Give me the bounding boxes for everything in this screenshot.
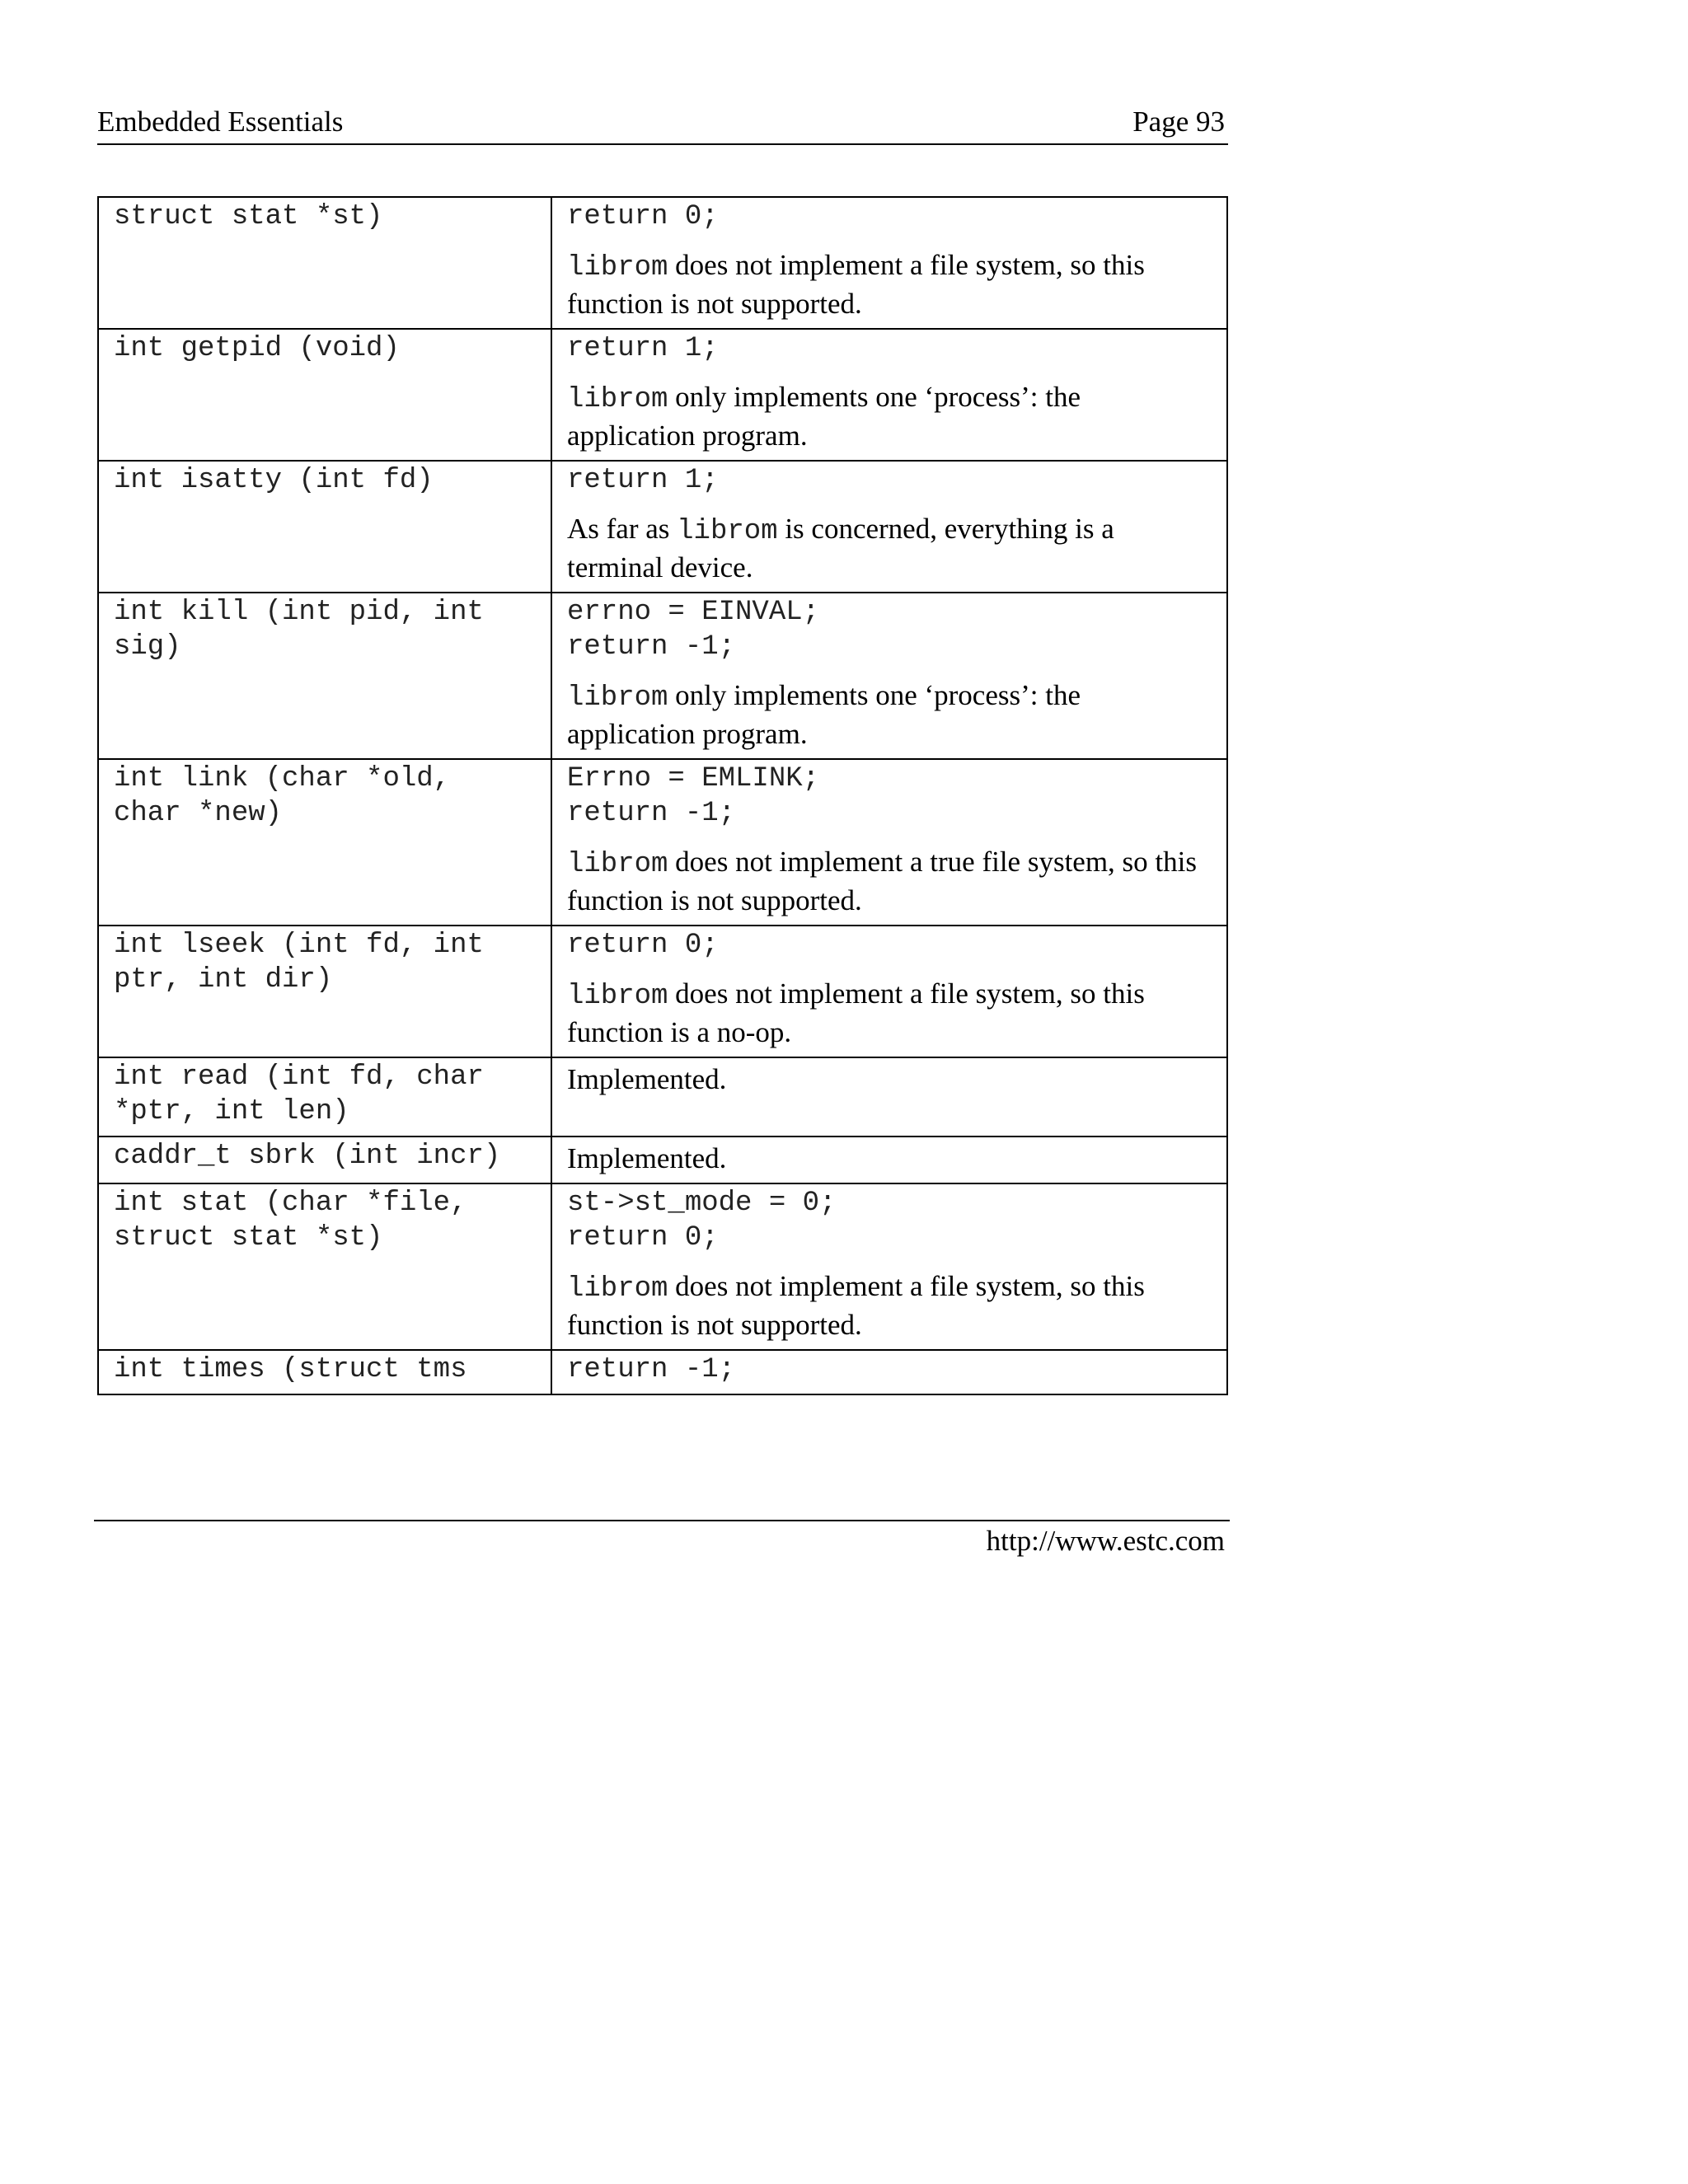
function-signature: int stat (char *file, struct stat *st): [114, 1188, 467, 1254]
stub-description: librom does not implement a file system, so this function is not supported.: [567, 1270, 1145, 1341]
behavior-cell: [551, 329, 1227, 461]
website-link[interactable]: http://www.estc.com: [986, 1525, 1225, 1557]
table-row: [98, 1057, 1227, 1137]
stub-code: return 0;: [567, 201, 719, 232]
signature-cell: [98, 593, 551, 759]
table-row: [98, 926, 1227, 1057]
stub-description: As far as librom is concerned, everything is a terminal device.: [567, 513, 1114, 583]
page-number: Page 93: [1132, 105, 1225, 138]
inline-code: librom: [567, 981, 668, 1012]
table-row: [98, 461, 1227, 593]
signature-cell: [98, 1057, 551, 1137]
table-row: [98, 759, 1227, 926]
signature-cell: [98, 197, 551, 329]
inline-code: librom: [567, 682, 668, 714]
behavior-cell: [551, 759, 1227, 926]
stub-description: librom does not implement a file system, so this function is a no-op.: [567, 977, 1145, 1048]
function-signature: int getpid (void): [114, 333, 400, 364]
function-signature: int times (struct tms: [114, 1354, 467, 1385]
behavior-cell: [551, 1350, 1227, 1394]
signature-cell: [98, 1183, 551, 1350]
behavior-cell: [551, 1057, 1227, 1137]
stub-code: st->st_mode = 0; return 0;: [567, 1188, 837, 1254]
stub-code: return 1;: [567, 465, 719, 496]
function-signature: int read (int fd, char *ptr, int len): [114, 1062, 484, 1127]
behavior-cell: [551, 926, 1227, 1057]
inline-code: librom: [567, 1273, 668, 1305]
stub-code: return -1;: [567, 1354, 736, 1385]
stub-code: return 1;: [567, 333, 719, 364]
function-signature: struct stat *st): [114, 201, 383, 232]
behavior-cell: [551, 461, 1227, 593]
stub-code: return 0;: [567, 930, 719, 961]
signature-cell: [98, 1137, 551, 1183]
signature-cell: [98, 759, 551, 926]
implemented-note: Implemented.: [567, 1063, 727, 1095]
inline-code: librom: [567, 849, 668, 880]
behavior-cell: [551, 197, 1227, 329]
document-title: Embedded Essentials: [97, 105, 344, 138]
implemented-note: Implemented.: [567, 1142, 727, 1174]
inline-code: librom: [567, 252, 668, 284]
function-signature: int lseek (int fd, int ptr, int dir): [114, 930, 484, 996]
behavior-cell: [551, 593, 1227, 759]
function-signature: int isatty (int fd): [114, 465, 434, 496]
stub-code: errno = EINVAL; return -1;: [567, 597, 820, 663]
function-signature: int link (char *old, char *new): [114, 763, 451, 829]
table-row: [98, 1183, 1227, 1350]
function-signature: int kill (int pid, int sig): [114, 597, 484, 663]
stub-description: librom only implements one ‘process’: the application program.: [567, 381, 1081, 452]
table-row: [98, 593, 1227, 759]
stub-description: librom does not implement a file system, so this function is not supported.: [567, 249, 1145, 320]
inline-code: librom: [677, 516, 778, 547]
table-row: [98, 1350, 1227, 1394]
behavior-cell: [551, 1137, 1227, 1183]
stub-description: librom does not implement a true file system, so this function is not supported.: [567, 846, 1197, 916]
table-row: [98, 197, 1227, 329]
signature-cell: [98, 329, 551, 461]
table-row: [98, 1137, 1227, 1183]
page-footer: [94, 1520, 1230, 1557]
stub-description: librom only implements one ‘process’: the application program.: [567, 679, 1081, 750]
function-signature: caddr_t sbrk (int incr): [114, 1141, 501, 1172]
signature-cell: [98, 461, 551, 593]
table-row: [98, 329, 1227, 461]
signature-cell: [98, 926, 551, 1057]
signature-cell: [98, 1350, 551, 1394]
syscall-table: [97, 196, 1228, 1395]
stub-code: Errno = EMLINK; return -1;: [567, 763, 820, 829]
inline-code: librom: [567, 384, 668, 415]
behavior-cell: [551, 1183, 1227, 1350]
page-header: [97, 105, 1228, 145]
